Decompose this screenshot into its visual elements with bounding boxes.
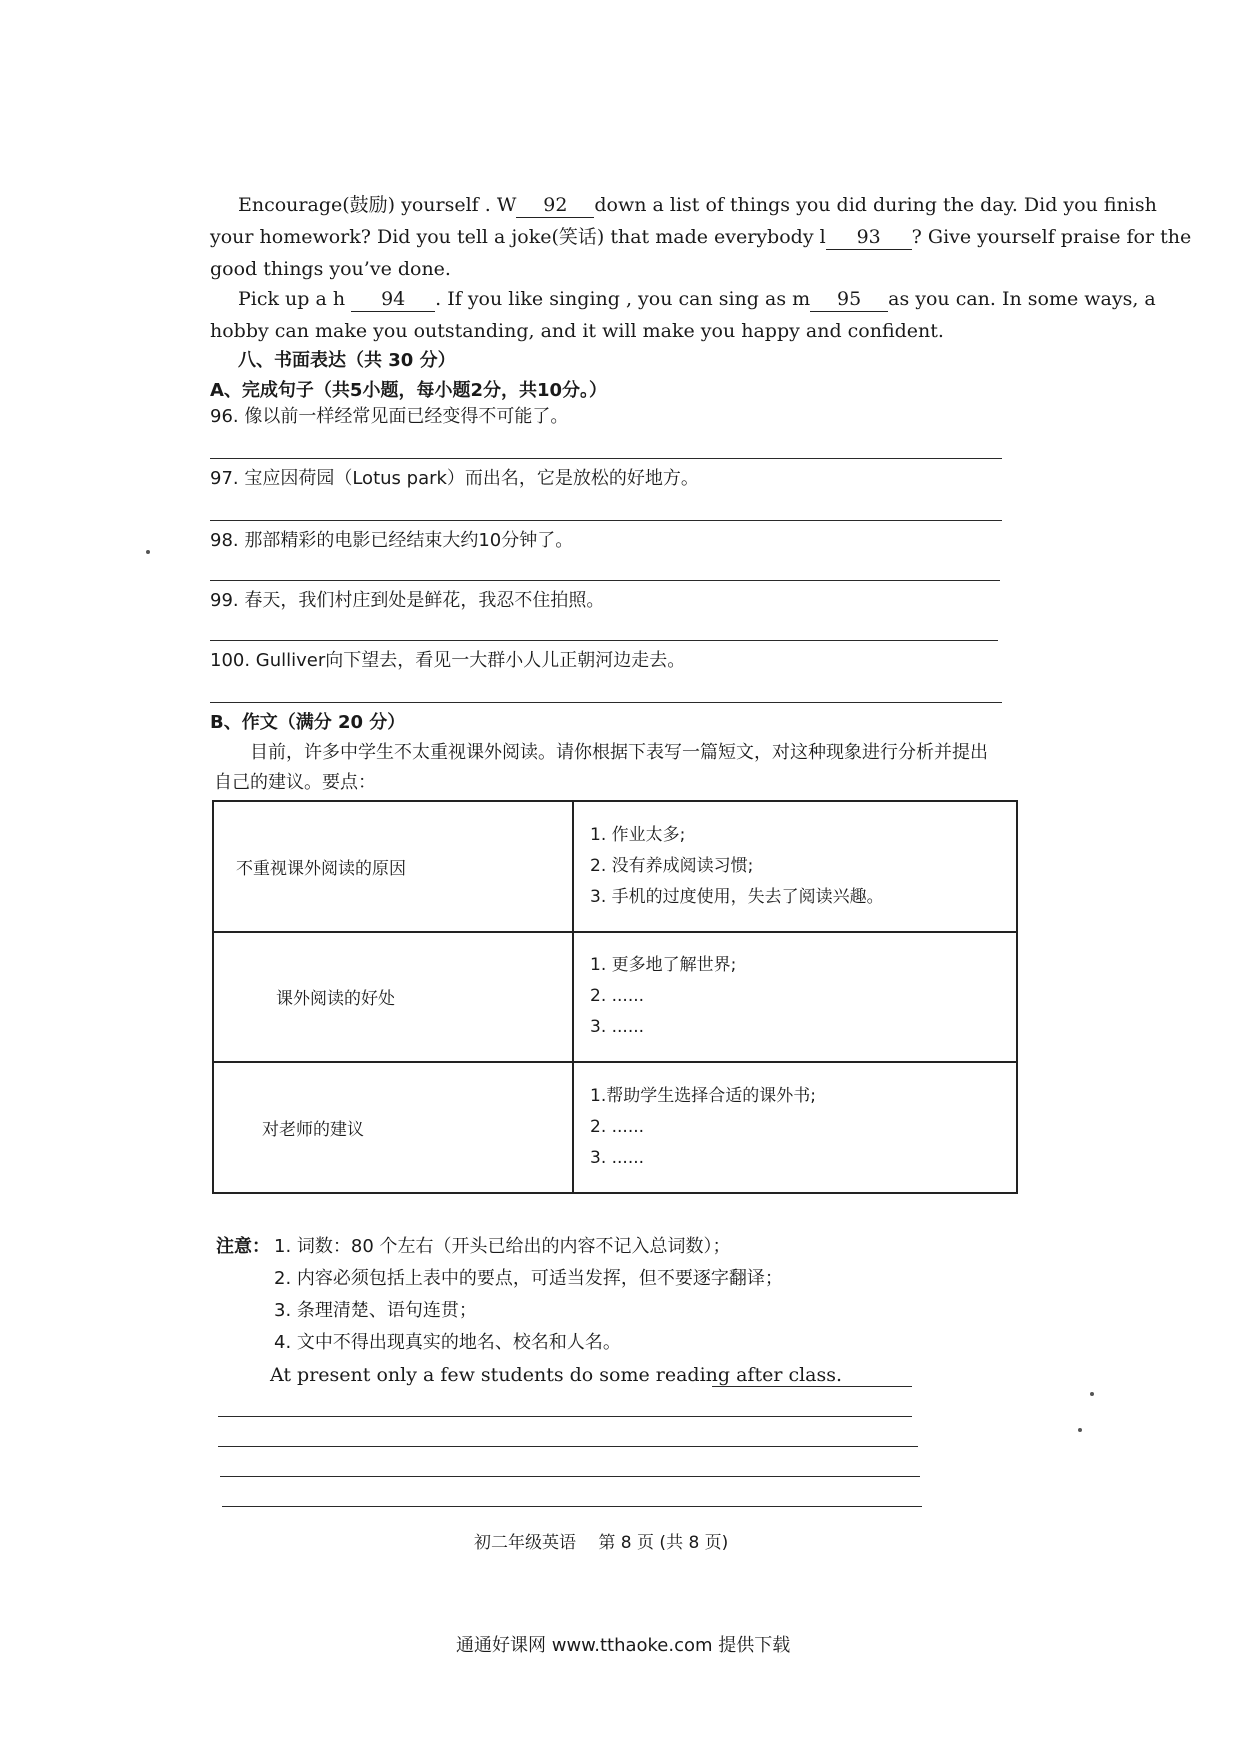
- notes-label: 注意：: [216, 1236, 270, 1257]
- scan-speck: [1078, 1428, 1082, 1432]
- row-items: [573, 801, 1017, 932]
- writing-line[interactable]: [220, 1476, 920, 1477]
- cloze-line-2: [210, 222, 1191, 252]
- row-items: [573, 932, 1017, 1063]
- writing-line[interactable]: [222, 1506, 922, 1507]
- note-1: 1. 词数：80 个左右（开头已给出的内容不记入总词数）；: [274, 1236, 731, 1257]
- sentence-98: 98. 那部精彩的电影已经结束大约10分钟了。: [210, 530, 574, 551]
- row-label: 不重视课外阅读的原因: [213, 801, 573, 932]
- list-item: 3. 手机的过度使用，失去了阅读兴趣。: [590, 886, 884, 907]
- list-item: 1.帮助学生选择合适的课外书;: [590, 1086, 816, 1107]
- part-b-title: B、作文（满分 20 分）: [210, 712, 406, 733]
- writing-line[interactable]: [218, 1446, 918, 1447]
- cloze-text: down a list of things you did during the day. Did you finish: [594, 194, 1157, 216]
- cloze-text: good things you’ve done.: [210, 258, 451, 280]
- row-items: [573, 1062, 1017, 1193]
- cloze-text: Encourage(鼓励) yourself . W: [238, 194, 517, 216]
- row-label: 课外阅读的好处: [213, 932, 573, 1063]
- answer-line-96[interactable]: [210, 458, 1002, 459]
- cloze-text: as you can. In some ways, a: [888, 288, 1156, 310]
- download-source: 通通好课网 www.tthaoke.com 提供下载: [456, 1635, 791, 1656]
- essay-prompt-line-1: 目前，许多中学生不太重视课外阅读。请你根据下表写一篇短文，对这种现象进行分析并提出: [250, 742, 988, 763]
- key-points-table: [212, 800, 1018, 1194]
- essay-prompt-line-2: 自己的建议。要点：: [214, 772, 376, 793]
- cloze-line-1: [238, 190, 1157, 220]
- cloze-line-3: [210, 254, 451, 284]
- essay-starter: At present only a few students do some reading after class.: [270, 1364, 843, 1386]
- sentence-100: 100. Gulliver向下望去，看见一大群小人儿正朝河边走去。: [210, 650, 686, 671]
- cloze-line-5: [210, 316, 944, 346]
- list-item: 3. ......: [590, 1148, 645, 1169]
- cloze-line-4: [238, 284, 1156, 314]
- cloze-text: ? Give yourself praise for the: [911, 226, 1192, 248]
- scan-speck: [146, 550, 150, 554]
- list-item: 2. ......: [590, 1117, 645, 1138]
- note-3: 3. 条理清楚、语句连贯；: [274, 1300, 477, 1321]
- table-row: [213, 932, 1017, 1063]
- blank-95[interactable]: 95: [810, 287, 888, 312]
- note-4: 4. 文中不得出现真实的地名、校名和人名。: [274, 1332, 621, 1353]
- sentence-97: 97. 宝应因荷园（Lotus park）而出名，它是放松的好地方。: [210, 468, 699, 489]
- cloze-text: Pick up a h: [238, 288, 346, 310]
- list-item: 1. 更多地了解世界;: [590, 955, 737, 976]
- part-a-title: A、完成句子（共5小题，每小题2分，共10分。）: [210, 380, 608, 401]
- cloze-text: your homework? Did you tell a joke(笑话) that made everybody l: [210, 226, 826, 248]
- list-item: 2. 没有养成阅读习惯;: [590, 855, 754, 876]
- list-item: 3. ......: [590, 1017, 645, 1038]
- writing-line[interactable]: [218, 1416, 912, 1417]
- table-row: [213, 1062, 1017, 1193]
- answer-line-100[interactable]: [210, 702, 1002, 703]
- blank-92[interactable]: 92: [516, 193, 594, 218]
- page-number: 初二年级英语 第 8 页 (共 8 页): [474, 1533, 729, 1553]
- blank-94[interactable]: 94: [351, 287, 435, 312]
- scan-speck: [1090, 1392, 1094, 1396]
- writing-line[interactable]: [712, 1386, 912, 1387]
- sentence-99: 99. 春天，我们村庄到处是鲜花，我忍不住拍照。: [210, 590, 605, 611]
- answer-line-99[interactable]: [210, 640, 998, 641]
- cloze-text: . If you like singing , you can sing as m: [435, 288, 811, 310]
- blank-93[interactable]: 93: [826, 225, 912, 250]
- table-row: [213, 801, 1017, 932]
- sentence-96: 96. 像以前一样经常见面已经变得不可能了。: [210, 406, 569, 427]
- answer-line-97[interactable]: [210, 520, 1002, 521]
- note-2: 2. 内容必须包括上表中的要点，可适当发挥，但不要逐字翻译；: [274, 1268, 783, 1289]
- section-title: 八、书面表达（共 30 分）: [238, 350, 456, 371]
- cloze-text: hobby can make you outstanding, and it will make you happy and confident.: [210, 320, 944, 342]
- answer-line-98[interactable]: [210, 580, 1000, 581]
- list-item: 2. ......: [590, 986, 645, 1007]
- row-label: 对老师的建议: [213, 1062, 573, 1193]
- list-item: 1. 作业太多;: [590, 824, 686, 845]
